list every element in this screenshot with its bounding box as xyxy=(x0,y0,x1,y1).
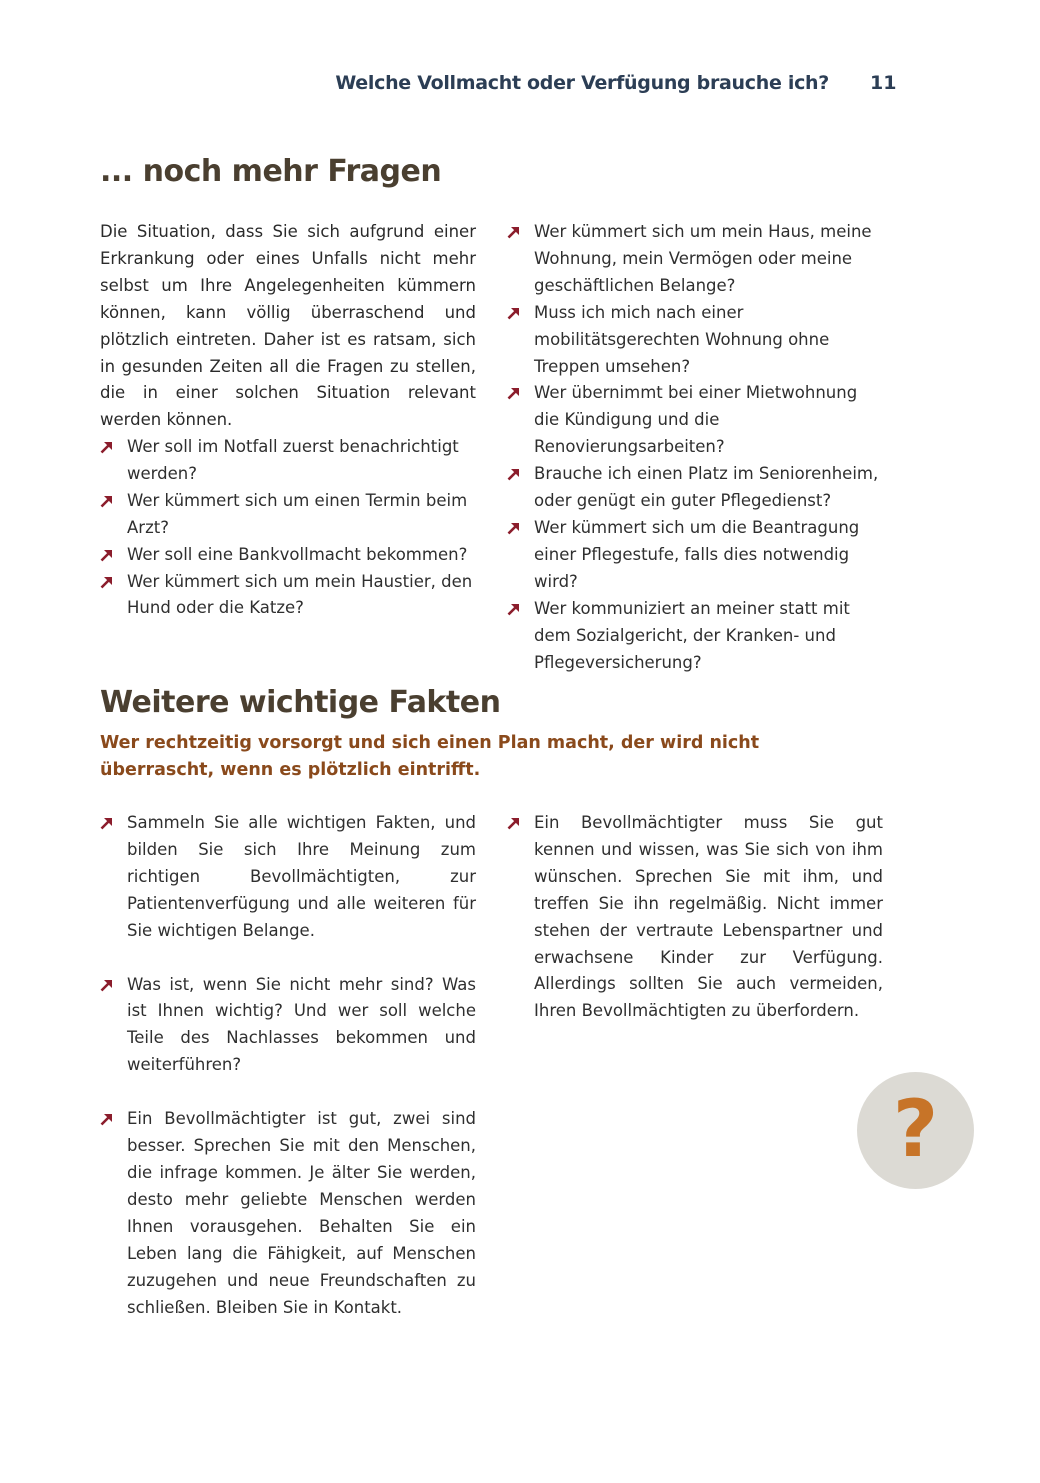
arrow-icon xyxy=(100,1106,116,1132)
list-item-text: Ein Bevollmächtigter muss Sie gut kennen und wissen, was Sie sich von ihm wünschen. Sprechen Sie mit ihm, und treffen Sie ihn regelmäßig. Nicht immer stehen der vertraute Lebenspartner und erwachsene Kinder zur Verfügung. Allerdings sollten Sie auch vermeiden, Ihren Bevollmächtigten zu überfordern. xyxy=(534,813,883,1021)
arrow-icon xyxy=(507,380,523,406)
list-item-text: Wer kümmert sich um einen Termin beim Arzt? xyxy=(127,490,468,537)
list-item xyxy=(100,434,480,488)
facts-list-right xyxy=(507,810,883,1025)
question-list-left xyxy=(100,434,480,622)
list-item xyxy=(507,219,887,300)
section-heading-more-questions: ... noch mehr Fragen xyxy=(100,154,442,189)
section-subtitle: Wer rechtzeitig vorsorgt und sich einen Plan macht, der wird nicht überrascht, wenn es plötzlich eintrifft. xyxy=(100,733,760,780)
list-item-text: Muss ich mich nach einer mobilitätsgerechten Wohnung ohne Treppen umsehen? xyxy=(534,302,830,376)
list-item-text: Wer übernimmt bei einer Mietwohnung die Kündigung und die Renovierungsarbeiten? xyxy=(534,383,858,457)
arrow-icon xyxy=(507,461,523,487)
list-item-text: Brauche ich einen Platz im Seniorenheim, oder genügt ein guter Pflegedienst? xyxy=(534,464,879,511)
list-item xyxy=(507,810,883,1025)
list-item xyxy=(100,542,480,569)
list-item xyxy=(507,461,887,515)
arrow-icon xyxy=(100,810,116,836)
question-mark-icon: ? xyxy=(892,1085,939,1175)
list-item-text: Wer kümmert sich um mein Haus, meine Wohnung, mein Vermögen oder meine geschäftlichen Belange? xyxy=(534,222,872,295)
list-item xyxy=(507,515,887,596)
list-item-text: Wer soll eine Bankvollmacht bekommen? xyxy=(127,544,468,564)
list-item xyxy=(100,569,480,623)
page-number: 11 xyxy=(870,72,897,94)
list-item-text: Was ist, wenn Sie nicht mehr sind? Was ist Ihnen wichtig? Und wer soll welche Teile des Nachlasses bekommen und weiterführen? xyxy=(127,974,476,1075)
arrow-icon xyxy=(100,542,116,568)
list-item-text: Wer soll im Notfall zuerst benachrichtigt werden? xyxy=(127,437,459,483)
arrow-icon xyxy=(507,810,523,836)
facts-list-left xyxy=(100,810,476,1348)
arrow-icon xyxy=(507,300,523,326)
list-item-text: Wer kümmert sich um mein Haustier, den Hund oder die Katze? xyxy=(127,571,473,618)
arrow-icon xyxy=(100,569,116,595)
list-item xyxy=(507,300,887,381)
list-item xyxy=(100,972,476,1080)
list-item-text: Ein Bevollmächtigter ist gut, zwei sind besser. Sprechen Sie mit den Menschen, die infrage kommen. Je älter Sie werden, desto mehr geliebte Menschen werden Ihnen vorausgehen. Behalten Sie ein Leben lang die Fähigkeit, auf Menschen zuzugehen und neue Freundschaften zu schließen. Bleiben Sie in Kontakt. xyxy=(127,1109,476,1317)
list-item xyxy=(507,596,887,677)
question-list-right xyxy=(507,219,887,676)
arrow-icon xyxy=(507,219,523,245)
list-item xyxy=(100,810,476,945)
list-item xyxy=(507,380,887,461)
list-item-text: Sammeln Sie alle wichtigen Fakten, und bilden Sie sich Ihre Meinung zum richtigen Bevollmächtigten, zur Patientenverfügung und alle weiteren für Sie wichtigen Belange. xyxy=(127,813,476,940)
arrow-icon xyxy=(100,434,116,460)
arrow-icon xyxy=(100,972,116,998)
list-item-text: Wer kümmert sich um die Beantragung einer Pflegestufe, falls dies notwendig wird? xyxy=(534,517,860,591)
list-item-text: Wer kommuniziert an meiner statt mit dem Sozialgericht, der Kranken- und Pflegeversicherung? xyxy=(534,598,850,672)
section-heading-facts: Weitere wichtige Fakten xyxy=(100,685,501,720)
arrow-icon xyxy=(507,596,523,622)
running-head-title: Welche Vollmacht oder Verfügung brauche ich? xyxy=(335,72,829,94)
arrow-icon xyxy=(507,515,523,541)
intro-paragraph: Die Situation, dass Sie sich aufgrund einer Erkrankung oder eines Unfalls nicht mehr selbst um Ihre Angelegenheiten kümmern können, kann völlig überraschend und plötzlich eintreten. Daher ist es ratsam, sich in gesunden Zeiten all die Fragen zu stellen, die in einer solchen Situation relevant werden können. xyxy=(100,222,476,430)
list-item xyxy=(100,488,480,542)
list-item xyxy=(100,1106,476,1321)
running-head xyxy=(0,70,1040,102)
question-mark-badge xyxy=(857,1072,974,1189)
arrow-icon xyxy=(100,488,116,514)
